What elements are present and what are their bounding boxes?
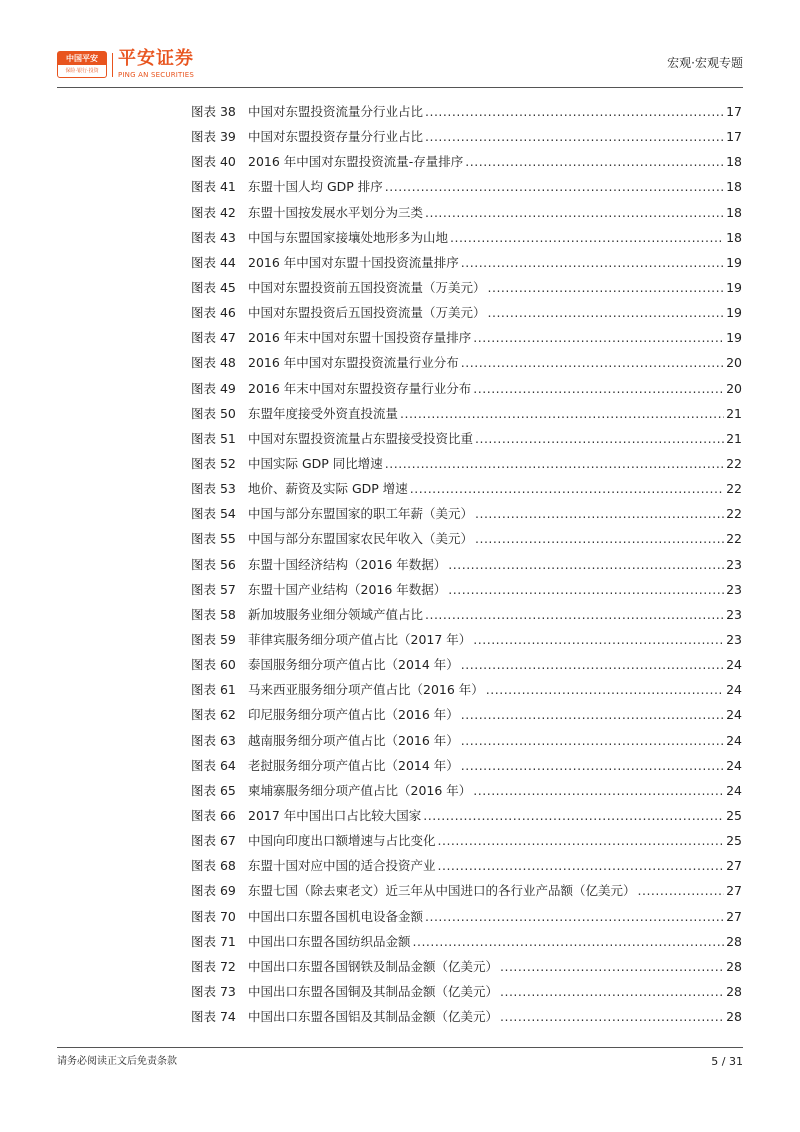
- toc-dot-leader: [473, 325, 724, 350]
- toc-figure-title: 泰国服务细分项产值占比（2014 年）: [248, 657, 459, 673]
- toc-entry[interactable]: [191, 778, 742, 803]
- toc-page-number: 27: [726, 883, 742, 899]
- toc-page-number: 25: [726, 833, 742, 849]
- toc-figure-label: 图表 74: [191, 1009, 236, 1025]
- toc-figure-title: 中国对东盟投资前五国投资流量（万美元）: [248, 279, 486, 295]
- toc-page-number: 27: [726, 858, 742, 874]
- toc-dot-leader: [448, 552, 724, 577]
- toc-dot-leader: [438, 853, 725, 878]
- toc-dot-leader: [473, 376, 724, 401]
- toc-page-number: 22: [726, 455, 742, 471]
- toc-page-number: 25: [726, 807, 742, 823]
- toc-dot-leader: [425, 200, 724, 225]
- toc-figure-title: 2016 年末中国对东盟投资存量行业分布: [248, 380, 472, 396]
- toc-figure-label: 图表 60: [191, 657, 236, 673]
- toc-entry[interactable]: [191, 376, 742, 401]
- toc-page-number: 20: [726, 355, 742, 371]
- toc-figure-label: 图表 58: [191, 606, 236, 622]
- ping-an-logo-badge: [57, 51, 107, 78]
- toc-figure-label: 图表 55: [191, 531, 236, 547]
- toc-dot-leader: [385, 451, 724, 476]
- toc-figure-title: 越南服务细分项产值占比（2016 年）: [248, 732, 459, 748]
- toc-figure-label: 图表 52: [191, 455, 236, 471]
- toc-figure-label: 图表 53: [191, 481, 236, 497]
- toc-figure-label: 图表 39: [191, 129, 236, 145]
- toc-figure-label: 图表 66: [191, 807, 236, 823]
- toc-entry[interactable]: [191, 753, 742, 778]
- toc-dot-leader: [473, 778, 724, 803]
- toc-entry[interactable]: [191, 954, 742, 979]
- toc-dot-leader: [461, 728, 724, 753]
- toc-page-number: 24: [726, 657, 742, 673]
- logo-badge-subtext: 保险·银行·投资: [65, 68, 99, 74]
- toc-figure-label: 图表 72: [191, 958, 236, 974]
- toc-entry[interactable]: [191, 451, 742, 476]
- toc-entry[interactable]: [191, 250, 742, 275]
- toc-page-number: 22: [726, 506, 742, 522]
- toc-dot-leader: [425, 124, 724, 149]
- toc-figure-title: 2017 年中国出口占比较大国家: [248, 807, 422, 823]
- toc-entry[interactable]: [191, 501, 742, 526]
- toc-figure-title: 印尼服务细分项产值占比（2016 年）: [248, 707, 459, 723]
- toc-page-number: 18: [726, 229, 742, 245]
- toc-entry[interactable]: [191, 577, 742, 602]
- toc-figure-title: 地价、薪资及实际 GDP 增速: [248, 481, 408, 497]
- toc-page-number: 28: [726, 1009, 742, 1025]
- toc-figure-label: 图表 68: [191, 858, 236, 874]
- toc-page-number: 23: [726, 556, 742, 572]
- toc-dot-leader: [488, 300, 725, 325]
- toc-page-number: 24: [726, 732, 742, 748]
- toc-entry[interactable]: [191, 1004, 742, 1029]
- toc-figure-label: 图表 71: [191, 933, 236, 949]
- footer-divider: [57, 1047, 743, 1048]
- toc-entry[interactable]: [191, 401, 742, 426]
- toc-figure-title: 中国出口东盟各国铜及其制品金额（亿美元）: [248, 983, 499, 999]
- toc-page-number: 23: [726, 631, 742, 647]
- toc-entry[interactable]: [191, 275, 742, 300]
- toc-figure-label: 图表 41: [191, 179, 236, 195]
- toc-entry[interactable]: [191, 702, 742, 727]
- toc-figure-title: 新加坡服务业细分领域产值占比: [248, 606, 424, 622]
- toc-dot-leader: [486, 677, 724, 702]
- toc-figure-title: 2016 年末中国对东盟十国投资存量排序: [248, 330, 472, 346]
- toc-figure-label: 图表 40: [191, 154, 236, 170]
- page-header: [0, 0, 800, 90]
- toc-entry[interactable]: [191, 929, 742, 954]
- toc-figure-title: 东盟七国（除去柬老文）近三年从中国进口的各行业产品额（亿美元）: [248, 883, 636, 899]
- toc-entry[interactable]: [191, 904, 742, 929]
- toc-entry[interactable]: [191, 225, 742, 250]
- toc-entry[interactable]: [191, 853, 742, 878]
- toc-dot-leader: [461, 250, 724, 275]
- toc-dot-leader: [500, 979, 724, 1004]
- toc-entry[interactable]: [191, 174, 742, 199]
- toc-entry[interactable]: [191, 300, 742, 325]
- toc-figure-title: 东盟十国按发展水平划分为三类: [248, 204, 424, 220]
- toc-page-number: 23: [726, 606, 742, 622]
- logo-divider: [112, 53, 113, 77]
- toc-entry[interactable]: [191, 677, 742, 702]
- toc-figure-label: 图表 65: [191, 782, 236, 798]
- logo-subtitle: PING AN SECURITIES: [118, 71, 195, 79]
- toc-page-number: 24: [726, 782, 742, 798]
- toc-dot-leader: [425, 99, 724, 124]
- toc-dot-leader: [488, 275, 725, 300]
- toc-figure-label: 图表 62: [191, 707, 236, 723]
- toc-entry[interactable]: [191, 99, 742, 124]
- toc-entry[interactable]: [191, 552, 742, 577]
- toc-dot-leader: [500, 954, 724, 979]
- toc-page-number: 19: [726, 330, 742, 346]
- toc-figure-title: 东盟十国经济结构（2016 年数据）: [248, 556, 447, 572]
- toc-figure-title: 马来西亚服务细分项产值占比（2016 年）: [248, 682, 484, 698]
- toc-figure-title: 东盟十国对应中国的适合投资产业: [248, 858, 436, 874]
- toc-entry[interactable]: [191, 602, 742, 627]
- toc-figure-title: 菲律宾服务细分项产值占比（2017 年）: [248, 631, 472, 647]
- toc-page-number: 22: [726, 481, 742, 497]
- toc-figure-title: 中国出口东盟各国铝及其制品金额（亿美元）: [248, 1009, 499, 1025]
- toc-figure-title: 柬埔寨服务细分项产值占比（2016 年）: [248, 782, 472, 798]
- toc-figure-title: 中国对东盟投资流量分行业占比: [248, 104, 424, 119]
- toc-figure-title: 老挝服务细分项产值占比（2014 年）: [248, 757, 459, 773]
- toc-dot-leader: [638, 878, 725, 903]
- toc-dot-leader: [425, 602, 724, 627]
- toc-page-number: 21: [726, 405, 742, 421]
- toc-dot-leader: [413, 929, 725, 954]
- toc-figure-label: 图表 45: [191, 279, 236, 295]
- toc-dot-leader: [448, 577, 724, 602]
- toc-figure-label: 图表 73: [191, 983, 236, 999]
- toc-figure-title: 2016 年中国对东盟十国投资流量排序: [248, 254, 459, 270]
- toc-figure-label: 图表 69: [191, 883, 236, 899]
- toc-page-number: 27: [726, 908, 742, 924]
- toc-figure-title: 中国对东盟投资流量占东盟接受投资比重: [248, 430, 474, 446]
- toc-figure-label: 图表 38: [191, 104, 236, 119]
- toc-entry[interactable]: [191, 426, 742, 451]
- toc-figure-label: 图表 49: [191, 380, 236, 396]
- toc-dot-leader: [475, 426, 724, 451]
- toc-figure-label: 图表 67: [191, 833, 236, 849]
- toc-entry[interactable]: [191, 878, 742, 903]
- toc-dot-leader: [410, 476, 724, 501]
- toc-dot-leader: [461, 702, 724, 727]
- toc-page-number: 21: [726, 430, 742, 446]
- toc-dot-leader: [385, 174, 724, 199]
- toc-dot-leader: [500, 1004, 724, 1029]
- toc-figure-title: 中国与东盟国家接壤处地形多为山地: [248, 229, 449, 245]
- toc-dot-leader: [438, 828, 725, 853]
- toc-dot-leader: [450, 225, 724, 250]
- toc-figure-title: 中国出口东盟各国机电设备金额: [248, 908, 424, 924]
- toc-figure-label: 图表 43: [191, 229, 236, 245]
- toc-entry[interactable]: [191, 149, 742, 174]
- toc-figure-title: 中国与部分东盟国家的职工年薪（美元）: [248, 506, 474, 522]
- toc-dot-leader: [461, 350, 724, 375]
- toc-figure-title: 2016 年中国对东盟投资流量-存量排序: [248, 154, 464, 170]
- toc-dot-leader: [473, 627, 724, 652]
- toc-entry[interactable]: [191, 652, 742, 677]
- toc-dot-leader: [475, 501, 724, 526]
- toc-figure-title: 中国向印度出口额增速与占比变化: [248, 833, 436, 849]
- toc-dot-leader: [425, 904, 724, 929]
- toc-figure-label: 图表 59: [191, 631, 236, 647]
- toc-figure-title: 中国出口东盟各国钢铁及制品金额（亿美元）: [248, 958, 499, 974]
- toc-entry[interactable]: [191, 728, 742, 753]
- toc-figure-label: 图表 50: [191, 405, 236, 421]
- toc-figure-label: 图表 44: [191, 254, 236, 270]
- toc-figure-label: 图表 64: [191, 757, 236, 773]
- toc-page-number: 18: [726, 204, 742, 220]
- toc-dot-leader: [461, 652, 724, 677]
- toc-figure-label: 图表 48: [191, 355, 236, 371]
- toc-dot-leader: [423, 803, 724, 828]
- toc-dot-leader: [465, 149, 724, 174]
- footer-disclaimer: 请务必阅读正文后免责条款: [57, 1056, 177, 1067]
- toc-dot-leader: [400, 401, 724, 426]
- toc-figure-title: 2016 年中国对东盟投资流量行业分布: [248, 355, 459, 371]
- toc-figure-title: 中国对东盟投资后五国投资流量（万美元）: [248, 305, 486, 321]
- toc-page-number: 24: [726, 682, 742, 698]
- toc-page-number: 28: [726, 958, 742, 974]
- toc-page-number: 22: [726, 531, 742, 547]
- toc-entry[interactable]: [191, 627, 742, 652]
- toc-figure-label: 图表 54: [191, 506, 236, 522]
- toc-figure-title: 中国与部分东盟国家农民年收入（美元）: [248, 531, 474, 547]
- toc-page-number: 19: [726, 305, 742, 321]
- toc-dot-leader: [475, 526, 724, 551]
- toc-figure-title: 东盟十国产业结构（2016 年数据）: [248, 581, 447, 597]
- toc-page-number: 18: [726, 154, 742, 170]
- toc-entry[interactable]: [191, 350, 742, 375]
- toc-figure-title: 东盟年度接受外资直投流量: [248, 405, 399, 421]
- toc-figure-label: 图表 47: [191, 330, 236, 346]
- logo-badge-text: 中国平安: [58, 52, 106, 65]
- toc-entry[interactable]: [191, 828, 742, 853]
- figure-index-list: [191, 99, 742, 1029]
- toc-page-number: 18: [726, 179, 742, 195]
- toc-entry[interactable]: [191, 325, 742, 350]
- toc-figure-label: 图表 70: [191, 908, 236, 924]
- header-divider: [57, 87, 743, 88]
- toc-figure-title: 中国出口东盟各国纺织品金额: [248, 933, 411, 949]
- toc-page-number: 28: [726, 933, 742, 949]
- toc-page-number: 17: [726, 104, 742, 119]
- toc-figure-label: 图表 51: [191, 430, 236, 446]
- toc-page-number: 28: [726, 983, 742, 999]
- toc-page-number: 17: [726, 129, 742, 145]
- toc-figure-label: 图表 56: [191, 556, 236, 572]
- toc-figure-label: 图表 63: [191, 732, 236, 748]
- toc-page-number: 19: [726, 279, 742, 295]
- toc-entry[interactable]: [191, 476, 742, 501]
- toc-page-number: 24: [726, 707, 742, 723]
- toc-figure-label: 图表 57: [191, 581, 236, 597]
- toc-figure-title: 中国对东盟投资存量分行业占比: [248, 129, 424, 145]
- toc-figure-label: 图表 61: [191, 682, 236, 698]
- toc-entry[interactable]: [191, 803, 742, 828]
- toc-entry[interactable]: [191, 200, 742, 225]
- toc-entry[interactable]: [191, 526, 742, 551]
- toc-entry[interactable]: [191, 979, 742, 1004]
- toc-figure-title: 东盟十国人均 GDP 排序: [248, 179, 383, 195]
- header-section-title: 宏观·宏观专题: [667, 56, 743, 70]
- toc-figure-label: 图表 42: [191, 204, 236, 220]
- toc-figure-label: 图表 46: [191, 305, 236, 321]
- toc-page-number: 23: [726, 581, 742, 597]
- logo-name: 平安证券: [118, 48, 194, 69]
- toc-figure-title: 中国实际 GDP 同比增速: [248, 455, 383, 471]
- toc-page-number: 20: [726, 380, 742, 396]
- toc-entry[interactable]: [191, 124, 742, 149]
- toc-page-number: 24: [726, 757, 742, 773]
- toc-page-number: 19: [726, 254, 742, 270]
- toc-dot-leader: [461, 753, 724, 778]
- page-number: 5 / 31: [711, 1055, 743, 1068]
